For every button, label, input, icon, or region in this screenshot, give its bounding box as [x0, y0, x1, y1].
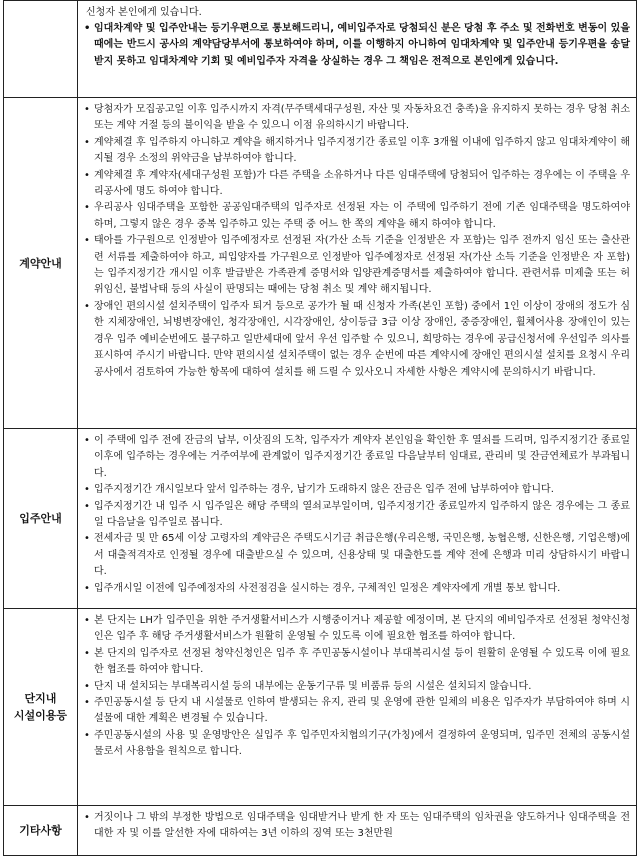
row-label-misc: 기타사항	[4, 806, 78, 856]
row-move-in	[4, 429, 637, 609]
continuation-text: 신청자 본인에게 있습니다.	[86, 7, 202, 18]
row-label-empty	[4, 1, 78, 98]
row-label-facilities: 단지내 시설이용등	[4, 609, 78, 806]
row-label-contract: 계약안내	[4, 98, 78, 429]
list-item: • 입주개시일 이전에 입주예정자의 사전점검을 실시하는 경우, 구체적인 일정은 계약자에게 개별 통보 합니다.	[84, 581, 630, 597]
list-item: • 장애인 편의시설 설치주택이 입주자 퇴거 등으로 공가가 될 때 신청자 가족(본인 포함) 중에서 1인 이상이 장애의 정도가 심한 지체장애인, 뇌병변장애인, 청각장애인, 시각장애인, 상이등급 3급 이상 장애인, 중증장애인, 휠체어사용 장애인이 있는 경우 입주 예비순번에도 불구하고 일반세대에 앞서 우선 입주할 수 있으니, 희망하는 경우에 공급신청서에 우선입주 의사를 표시하여 주시기 바랍니다. 만약 편의시설 설치주택이 없는 경우 순번에 따른 계약시에 장애인 편의시설 설치를 요청시 우리 공사에서 검토하여 가능한 항목에 대하여 설치를 해 드릴 수 있사오니 자세한 사항은 계약시에 문의하시기 바랍니다.	[84, 299, 630, 381]
list-item: • 태아를 가구원으로 인정받아 입주예정자로 선정된 자(가산 소득 기준을 인정받은 자 포함)는 입주 전까지 임신 또는 출산관련 서류를 제출하여야 하고, 피입양자를 가구원으로 인정받아 입주예정자로 선정된 자(가산 소득 기준을 인정받은 자 포함)는 입주지정기간 개시일 이후 발급받은 가족관계 증명서와 입양관계증명서를 제출하여야 합니다. 관련서류 미제출 또는 허위임신, 불법낙태 등의 사실이 판명되는 때에는 당첨 취소 및 계약 해지됩니다.	[84, 233, 630, 299]
list-item: • 계약체결 후 계약자(세대구성원 포함)가 다른 주택을 소유하거나 다른 임대주택에 당첨되어 입주하는 경우에는 이 주택을 우리공사에 명도 하여야 합니다.	[84, 168, 630, 201]
row-continuation	[4, 1, 637, 98]
row-content-contract	[78, 98, 637, 429]
row-label-move-in: 입주안내	[4, 429, 78, 609]
row-facilities	[4, 609, 637, 806]
list-item: • 임대차계약 및 입주안내는 등기우편으로 통보해드리니, 예비입주자로 당첨되신 분은 당첨 후 주소 및 전화번호 변동이 있을 때에는 반드시 공사의 계약담당부서에 통보하여야 하며, 이를 이행하지 아니하여 임대차계약 및 입주안내 등기우편을 송달받지 못하고 임대차계약 기회 및 예비입주자 자격을 상실하는 경우 그 책임은 전적으로 본인에게 있습니다.	[84, 21, 630, 70]
row-content-move-in	[78, 429, 637, 609]
list-item: • 단지 내 설치되는 부대복리시설 등의 내부에는 운동기구류 및 비품류 등의 시설은 설치되지 않습니다.	[84, 679, 630, 695]
list-item: • 우리공사 임대주택을 포함한 공공임대주택의 입주자로 선정된 자는 이 주택에 입주하기 전에 기존 임대주택을 명도하여야 하며, 그렇지 않은 경우 중복 입주하고 있는 주택 중 어느 한 쪽의 계약을 해지 하여야 합니다.	[84, 200, 630, 233]
list-item: • 본 단지의 입주자로 선정된 청약신청인은 입주 후 주민공동시설이나 부대복리시설 등이 원활히 운영될 수 있도록 이에 필요한 협조를 하여야 합니다.	[84, 646, 630, 679]
list-item: • 전세자금 및 만 65세 이상 고령자의 계약금은 주택도시기금 취급은행(우리은행, 국민은행, 농협은행, 신한은행, 기업은행)에서 대출적격자로 인정될 경우에 대출받으실 수 있으며, 신용상태 및 대출한도를 계약 전에 은행과 미리 상담하시기 바랍니다.	[84, 531, 630, 580]
list-item: • 이 주택에 입주 전에 잔금의 납부, 이삿짐의 도착, 입주자가 계약자 본인임을 확인한 후 열쇠를 드리며, 입주지정기간 종료일 이후에 입주하는 경우에는 거주여부에 관계없이 입주지정기간 종료일 다음날부터 임대료, 관리비 및 잔금연체료가 부과됩니다.	[84, 433, 630, 482]
notice-table	[3, 0, 637, 856]
row-misc	[4, 806, 637, 856]
row-contract	[4, 98, 637, 429]
list-item: • 주민공동시설 등 단지 내 시설물로 인하여 발생되는 유지, 관리 및 운영에 관한 일체의 비용은 입주자가 부담하여야 하며 시설물에 대한 계획은 변경될 수 있습니다.	[84, 695, 630, 728]
list-item: • 거짓이나 그 밖의 부정한 방법으로 임대주택을 임대받거나 받게 한 자 또는 임대주택의 임차권을 양도하거나 임대주택을 전대한 자 및 이를 알선한 자에 대하여는 3년 이하의 징역 또는 3천만원	[84, 810, 630, 843]
row-content-misc	[78, 806, 637, 856]
bullet-list	[84, 21, 630, 70]
bullet-list	[84, 613, 630, 761]
row-content-continuation	[78, 1, 637, 98]
list-item: • 입주지정기간 개시일보다 앞서 입주하는 경우, 납기가 도래하지 않은 잔금은 입주 전에 납부하여야 합니다.	[84, 482, 630, 498]
row-content-facilities	[78, 609, 637, 806]
list-item: • 본 단지는 LH가 입주민을 위한 주거생활서비스가 시행중이거나 제공할 예정이며, 본 단지의 예비입주자로 선정된 청약신청인은 입주 후 해당 주거생활서비스가 원활히 운영될 수 있도록 이에 필요한 협조를 하여야 합니다.	[84, 613, 630, 646]
list-item: • 당첨자가 모집공고일 이후 입주시까지 자격(무주택세대구성원, 자산 및 자동차요건 충족)을 유지하지 못하는 경우 당첨 취소 또는 계약 거절 등의 불이익을 받을 수 있으니 이점 유의하시기 바랍니다.	[84, 102, 630, 135]
bullet-list	[84, 102, 630, 381]
list-item: • 계약체결 후 입주하지 아니하고 계약을 해지하거나 입주지정기간 종료일 이후 3개월 이내에 입주하지 않고 임대차계약이 해지될 경우 소정의 위약금을 납부하여야 합니다.	[84, 135, 630, 168]
list-item: • 입주지정기간 내 입주 시 입주일은 해당 주택의 열쇠교부일이며, 입주지정기간 종료일까지 입주하지 않은 경우에는 그 종료일 다음날을 입주일로 봅니다.	[84, 499, 630, 532]
bullet-list	[84, 433, 630, 597]
list-item: • 주민공동시설의 사용 및 운영방안은 실입주 후 입주민자치협의기구(가칭)에서 결정하여 운영되며, 입주민 전체의 공동시설물로서 사용함을 원칙으로 합니다.	[84, 728, 630, 761]
bullet-list	[84, 810, 630, 843]
